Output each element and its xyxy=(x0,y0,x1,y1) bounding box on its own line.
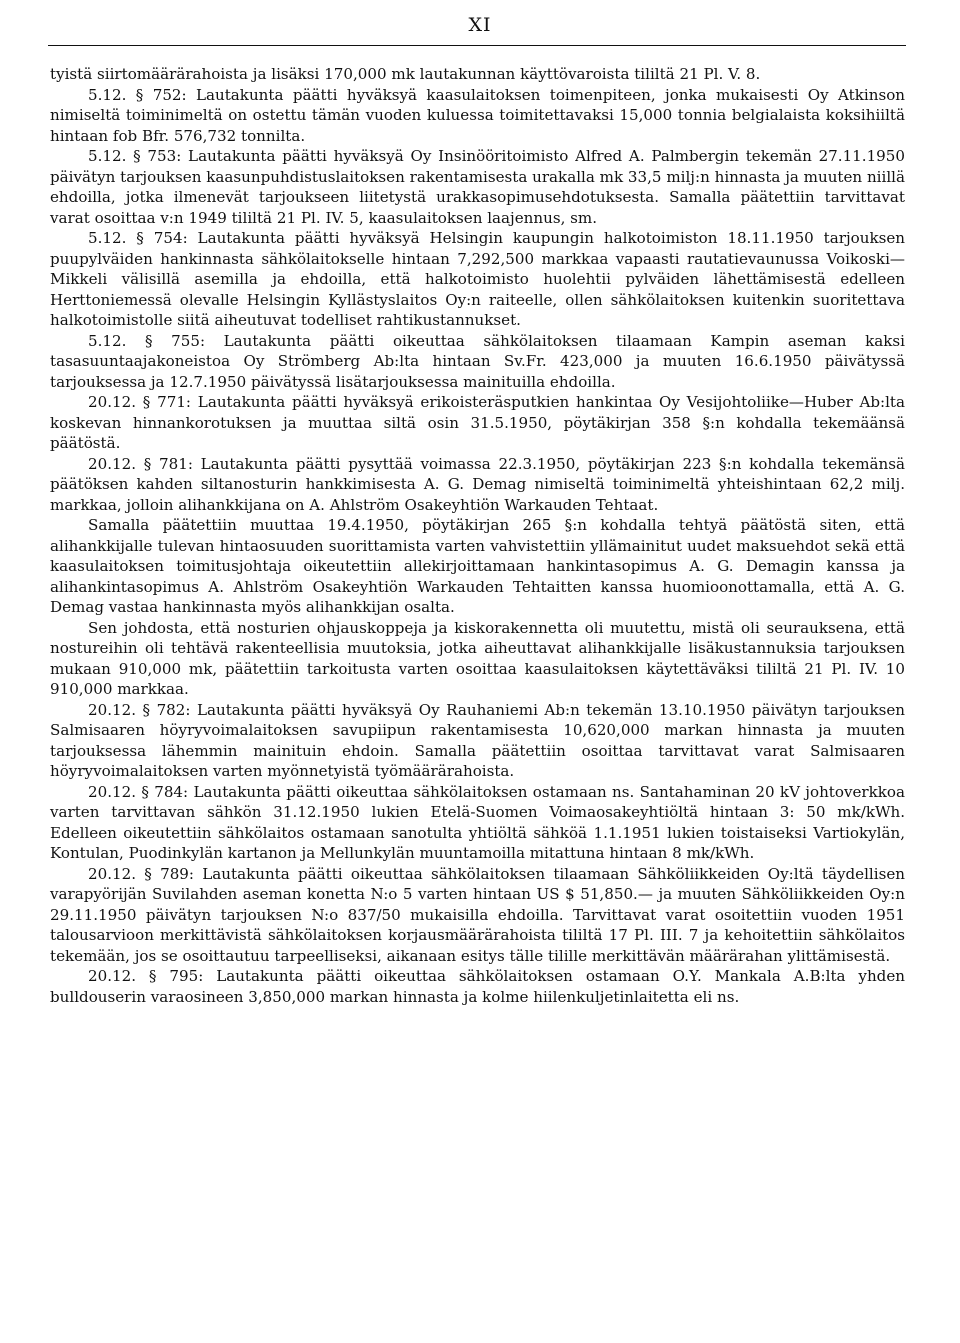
paragraph: Sen johdosta, että nosturien ohjauskoppeja ja kiskorakennetta oli muutettu, mistä oli seurauksena, että nostureihin oli tehtävä rakenteellisia muutoksia, jotka aiheuttavat alihankkijalle lisäkustannuksia tarjouksen mukaan 910,000 mk, päätettiin tarkoitusta varten osoittaa kaasulaitoksen käytettäväksi tililtä 21 Pl. IV. 10 910,000 markkaa. xyxy=(50,618,905,698)
header-rule xyxy=(48,45,906,46)
paragraph: 20.12. § 782: Lautakunta päätti hyväksyä Oy Rauhaniemi Ab:n tekemän 13.10.1950 päivätyn tarjouksen Salmisaaren höyryvoimalaitoksen savupiipun rakentamisesta 10,620,000 markan hinnasta ja muuten tarjouksessa lähemmin mainituin ehdoin. Samalla päätettiin osoittaa tarvittavat varat Salmisaaren höyryvoimalaitoksen varten myönnetyistä työmäärärahoista. xyxy=(50,700,905,780)
paragraph: 20.12. § 771: Lautakunta päätti hyväksyä erikoisteräsputkien hankintaa Oy Vesijohtoliike—Huber Ab:lta koskevan hinnankorotuksen ja muuttaa siltä osin 31.5.1950, pöytäkirjan 358 §:n kohdalla tekemäänsä päätöstä. xyxy=(50,393,905,452)
paragraph: 5.12. § 753: Lautakunta päätti hyväksyä Oy Insinööritoimisto Alfred A. Palmbergin tekemän 27.11.1950 päivätyn tarjouksen kaasunpuhdistuslaitoksen rakentamisesta urakalla mk 33,5 milj:n hinnasta ja muuten niillä ehdoilla, jotka ilmenevät tarjoukseen liitetystä urakkasopimusehdotuksesta. Samalla päätettiin tarvittavat varat osoittaa v:n 1949 tililtä 21 Pl. IV. 5, kaasulaitoksen laajennus, sm. xyxy=(50,147,905,227)
page-number: XI xyxy=(468,14,492,36)
paragraph: 5.12. § 754: Lautakunta päätti hyväksyä Helsingin kaupungin halkotoimiston 18.11.1950 tarjouksen puupylväiden hankinnasta sähkölaitokselle hintaan 7,292,500 markkaa vapaasti rautatievaunussa Voikoski—Mikkeli välisillä asemilla ja ehdoilla, että halkotoimisto huolehtii pylväiden lähettämisestä edelleen Herttoniemessä olevalle Helsingin Kyllästyslaitos Oy:n raiteelle, ollen sähkölaitoksen kuitenkin suoritettava halkotoimistolle siitä aiheutuvat todelliset rahtikustannukset. xyxy=(50,229,905,329)
document-body xyxy=(50,64,905,1007)
paragraph: 20.12. § 781: Lautakunta päätti pysyttää voimassa 22.3.1950, pöytäkirjan 223 §:n kohdalla tekemänsä päätöksen kahden siltanosturin hankkimisesta A. G. Demag nimiseltä toiminimeltä yhteishintaan 62,2 milj. markkaa, jolloin alihankkijana on A. Ahlström Osakeyhtiön Warkauden Tehtaat. xyxy=(50,454,905,514)
paragraph: tyistä siirtomäärärahoista ja lisäksi 170,000 mk lautakunnan käyttövaroista tililtä 21 Pl. V. 8. xyxy=(50,65,761,83)
paragraph: 20.12. § 784: Lautakunta päätti oikeuttaa sähkölaitoksen ostamaan ns. Santahaminan 20 kV johtoverkkoa varten tarvittavan sähkön 31.12.1950 lukien Etelä-Suomen Voimaosakeyhtiöltä hintaan 3: 50 mk/kWh. Edelleen oikeutettiin sähkölaitos ostamaan sanotulta yhtiöltä sähköä 1.1.1951 lukien toistaiseksi Vartiokylän, Kontulan, Puodinkylän kartanon ja Mellunkylän muuntamoilla mitattuna hintaan 8 mk/kWh. xyxy=(50,782,905,862)
paragraph: 5.12. § 755: Lautakunta päätti oikeuttaa sähkölaitoksen tilaamaan Kampin aseman kaksi tasasuuntaajakoneistoa Oy Strömberg Ab:lta hintaan Sv.Fr. 423,000 ja muuten 16.6.1950 päivätyssä tarjouksessa ja 12.7.1950 päivätyssä lisätarjouksessa mainituilla ehdoilla. xyxy=(50,331,905,391)
paragraph: 5.12. § 752: Lautakunta päätti hyväksyä kaasulaitoksen toimenpiteen, jonka mukaisesti Oy Atkinson nimiseltä toiminimeltä on ostettu tämän vuoden kuluessa toimitettavaksi 15,000 tonnia belgialaista koksihiiltä hintaan fob Bfr. 576,732 tonnilta. xyxy=(50,85,905,145)
paragraph: Samalla päätettiin muuttaa 19.4.1950, pöytäkirjan 265 §:n kohdalla tehtyä päätöstä siten, että alihankkijalle tulevan hintaosuuden suorittamista varten vahvistettiin yllämainitut uudet maksuehdot sekä että kaasulaitoksen toimitusjohtaja oikeutettiin allekirjoittamaan hankintasopimus A. G. Demagin kanssa ja alihankintasopimus A. Ahlström Osakeyhtiön Warkauden Tehtaitten kanssa huomioonottamalla, että A. G. Demag vastaa hankinnasta myös alihankkijan osalta. xyxy=(50,516,905,616)
paragraph: 20.12. § 789: Lautakunta päätti oikeuttaa sähkölaitoksen tilaamaan Sähköliikkeiden Oy:ltä täydellisen varapyörijän Suvilahden aseman konetta N:o 5 varten hintaan US $ 51,850.— ja muuten Sähköliikkeiden Oy:n 29.11.1950 päivätyn tarjouksen N:o 837/50 mukaisilla ehdoilla. Tarvittavat varat osoitettiin vuoden 1951 talousarvioon merkittävistä sähkölaitoksen korjausmäärärahoista tililtä 17 Pl. III. 7 ja kehoitettiin sähkölaitos tekemään, jos se osoittautuu tarpeelliseksi, aikanaan esitys tälle tilille merkittävän määrärahan ylittämisestä. xyxy=(50,864,905,965)
paragraph: 20.12. § 795: Lautakunta päätti oikeuttaa sähkölaitoksen ostamaan O.Y. Mankala A.B:lta yhden bulldouserin varaosineen 3,850,000 markan hinnasta ja kolme hiilenkuljetinlaitetta eli ns. xyxy=(50,967,905,1006)
